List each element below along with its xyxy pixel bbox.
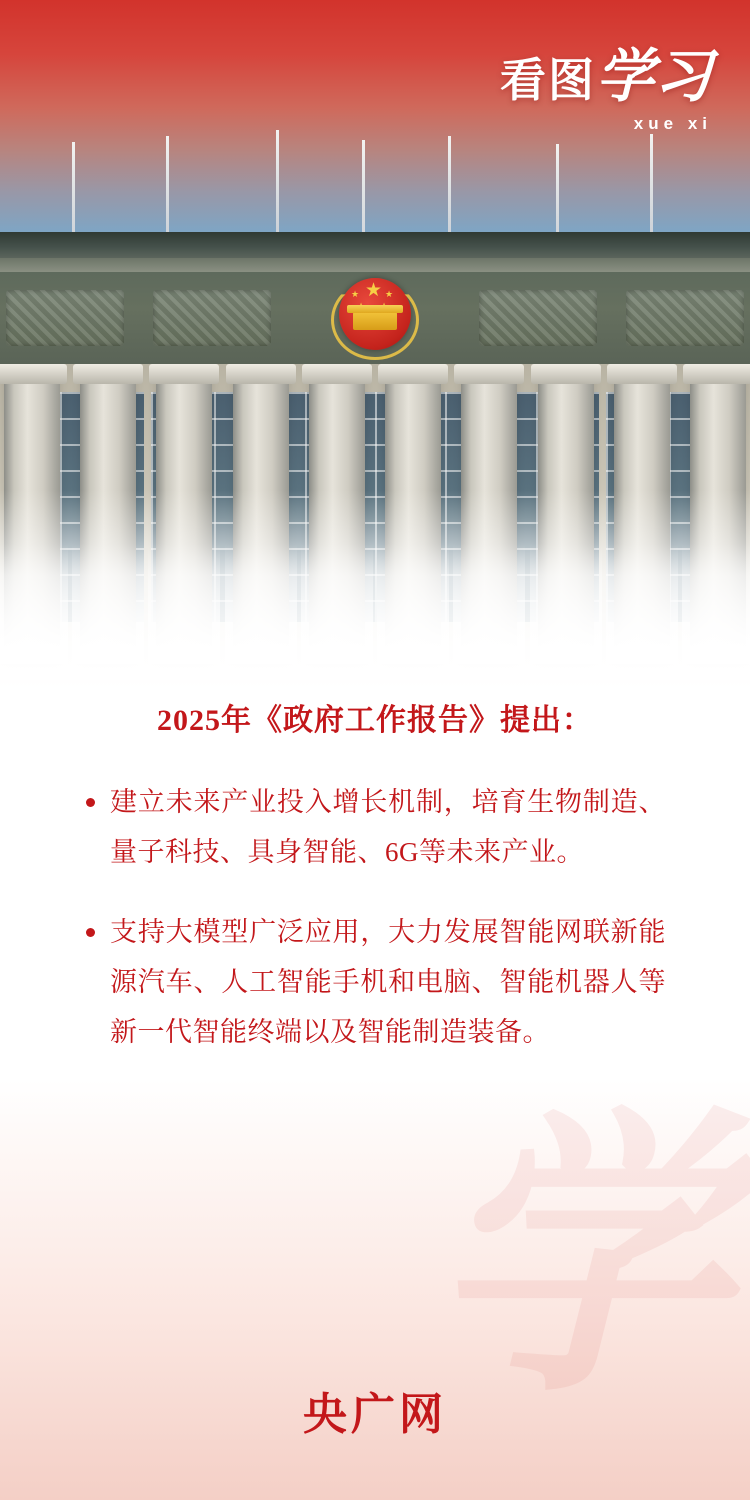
- bullet-list: [84, 778, 666, 1058]
- brand-title-script: 学习: [595, 44, 712, 109]
- content-block: [0, 700, 750, 1088]
- hero-fade-overlay: [0, 490, 750, 680]
- hero-image: [0, 0, 750, 680]
- flag-row: [0, 120, 750, 250]
- calligraphy-watermark: 学: [430, 1094, 730, 1426]
- list-item: 支持大模型广泛应用，大力发展智能网联新能源汽车、人工智能手机和电脑、智能机器人等新一代智能终端以及智能制造装备。: [84, 908, 666, 1058]
- brand-pinyin: xue xi: [633, 114, 712, 133]
- brand-title-cn: 看图: [499, 55, 596, 106]
- publisher-logo: 央广网: [303, 1390, 447, 1439]
- roof-eave-lower: [0, 258, 750, 272]
- footer: [0, 1378, 750, 1442]
- list-item: 建立未来产业投入增长机制，培育生物制造、量子科技、具身智能、6G等未来产业。: [84, 778, 666, 878]
- brand-mark: [499, 44, 712, 134]
- page-title: 2025年《政府工作报告》提出：: [157, 704, 593, 737]
- national-emblem-icon: ★ ★ ★: [327, 272, 423, 368]
- roof-eave: [0, 232, 750, 258]
